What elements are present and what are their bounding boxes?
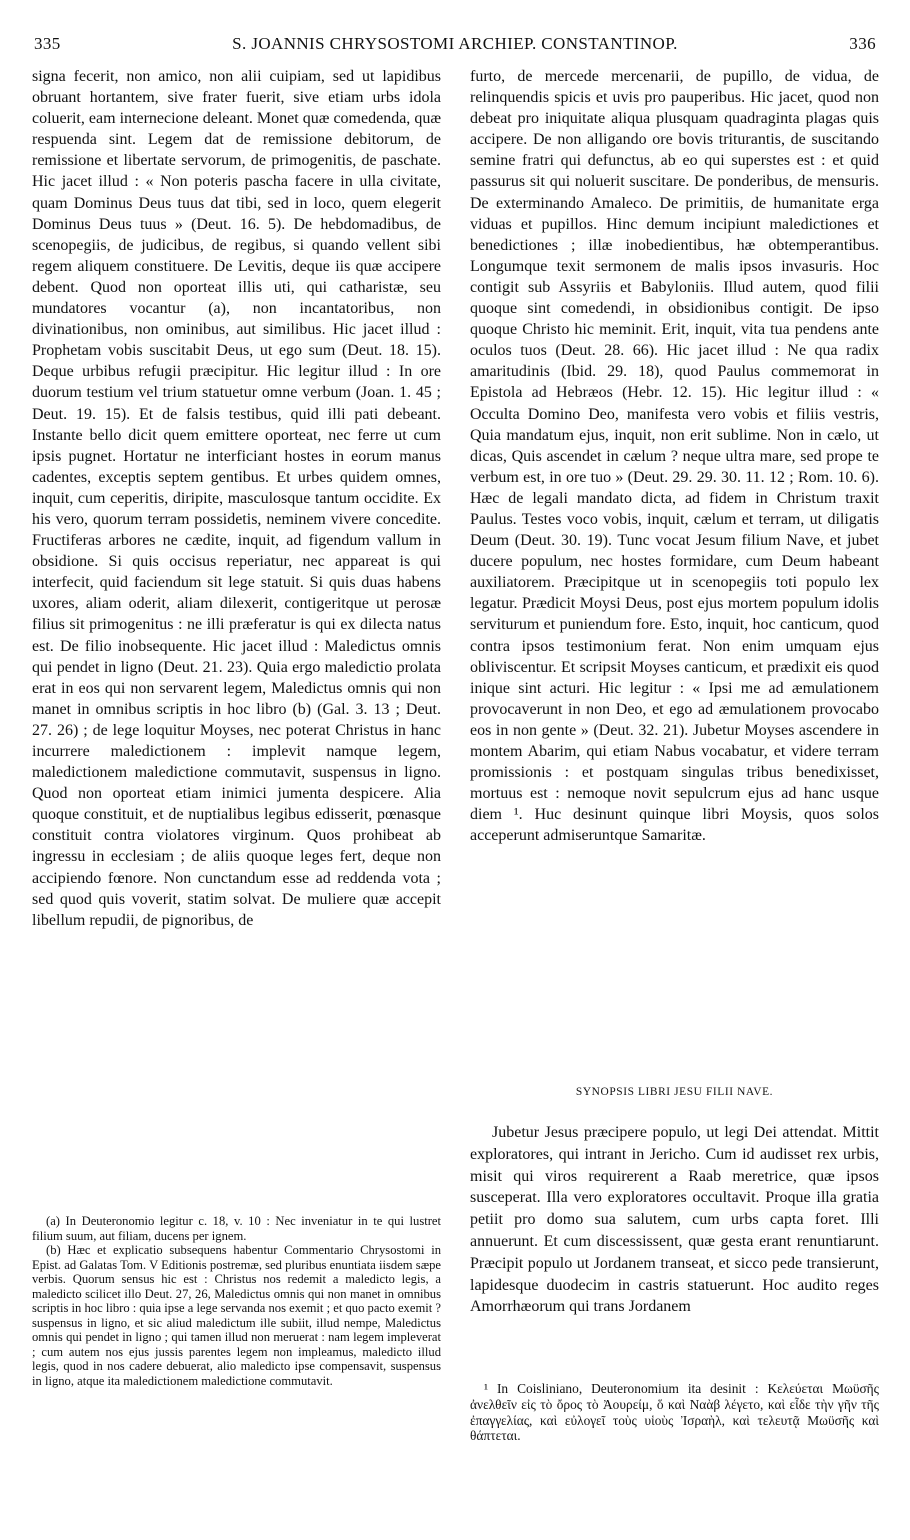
- footnote-1: ¹ In Coisliniano, Deuteronomium ita desinit : Κελεύεται Μωϋσῆς ἀνελθεῖν εἰς τὸ ὄρος τὸ Ἀουρείμ, ὅ καὶ Ναὰβ λέγετο, καὶ εἶδε τὴν γῆν τῆς ἐπαγγελίας, καὶ εὐλογεῖ τοὺς υἱοὺς Ἰσραὴλ, καὶ τελευτᾷ Μωϋσῆς καὶ θάπτεται.: [470, 1381, 879, 1444]
- synopsis-body: [470, 1122, 879, 1318]
- left-footnotes: [32, 1214, 441, 1388]
- right-footnote: [470, 1381, 879, 1444]
- right-column-text: furto, de mercede mercenarii, de pupillo, de vidua, de relinquendis spicis et uvis pro pauperibus. Hic jacet, quod non debeat pro iniquitate aliqua plusquam quadraginta plagas quis accipere. De non alligando ore bovis triturantis, de suscitando semine fratri qui defunctus, ab eo qui superstes est : et quid passurus sit qui noluerit suscitare. De ponderibus, de mensuris. De exterminando Amaleco. De primitiis, de humanitate erga viduas et pupillos. Hinc demum incipiunt maledictiones et benedictiones ; illæ inobedientibus, hæ obtemperantibus. Longumque texit sermonem de malis ipsos invasuris. Hoc contigit sub Assyriis et Babyloniis. Illud autem, quod filii quoque sint comedendi, in obsidionibus contigit. De ipso quoque Christo hic meminit. Erit, inquit, vita tua pendens ante oculos tuos (Deut. 28. 66). Hic jacet illud : Ne qua radix amaritudinis (Ibid. 29. 18), quod Paulus commemorat in Epistola ad Hebræos (Hebr. 12. 15). Hic legitur illud : « Occulta Domino Deo, manifesta vero vobis et filiis vestris, Quia mandatum ejus, inquit, non erit sublime. Non in cælo, ut dicas, Quis ascendet in cælum ? neque ultra mare, sed prope te verbum est, in ore tuo » (Deut. 29. 29. 30. 11. 12 ; Rom. 10. 6). Hæc de legali mandato dicta, ad fidem in Christum traxit Paulus. Testes voco vobis, inquit, cælum et terram, ut diligatis Deum (Deut. 30. 19). Tunc vocat Jesum filium Nave, et jubet ducere populum, nec hostes formidare, cum Deum habeant auxiliatorem. Præcipitque ut in scenopegiis toti populo lex legatur. Prædicit Moysi Deus, post ejus mortem populum idolis serviturum et puniendum fore. Esto, inquit, hoc canticum, quod contra ipsos testimonium ferat. Non enim umquam ejus obliviscentur. Et scripsit Moyses canticum, et prædixit eis quod inique sint acturi. Hic legitur : « Ipsi me ad æmulationem provocaverunt in non Deo, et ego ad æmulationem provocabo eos in non gente » (Deut. 32. 21). Jubetur Moyses ascendere in montem Abarim, qui etiam Nabus vocabatur, et videre terram promissionis : et postquam singulas tribus benedixisset, mortuus est : nemoque novit sepulcrum ejus ad hanc usque diem ¹. Huc desinunt quinque libri Moysis, quos solos acceperunt admiseruntque Samaritæ.: [470, 68, 879, 845]
- page-header: [34, 34, 876, 60]
- footnote-b: (b) Hæc et explicatio subsequens habentur Commentario Chrysostomi in Epist. ad Galatas Tom. V Editionis postremæ, sed pluribus enuntiata iisdem sæpe verbis. Quorum sensus hic est : Christus nos redemit a maledicto legis, a maledicto scilicet illo Deut. 27, 26, Maledictus omnis qui non manet in omnibus scriptis in hoc libro : quia ipse a lege servanda nos exemit ; et quo pacto exemit ? suspensus in ligno, et sic aliud maledictum ille subiit, illud nempe, Maledictus omnis qui pendet in ligno ; qui tamen illud non meruerat : nam legem impleverat ; cum autem nos ejus jussis parentes legem non impleamus, maledicto illud legis, quod in nos cadere debuerat, alio maledicto ipse compensavit, suspensus in ligno, atque ita maledictionem maledictione commutavit.: [32, 1243, 441, 1388]
- left-column: [32, 66, 441, 931]
- page-number-left: 335: [34, 34, 61, 53]
- footnote-a: (a) In Deuteronomio legitur c. 18, v. 10 : Nec inveniatur in te qui lustret filium suum, aut filiam, ducens per ignem.: [32, 1214, 441, 1243]
- synopsis-heading: SYNOPSIS LIBRI JESU FILII NAVE.: [575, 1086, 774, 1098]
- page-number-right: 336: [849, 34, 876, 53]
- running-title: S. JOANNIS CHRYSOSTOMI ARCHIEP. CONSTANTINOP.: [232, 34, 678, 53]
- synopsis-text: Jubetur Jesus præcipere populo, ut legi Dei attendat. Mittit exploratores, qui intrant in Jericho. Cum id audisset rex urbis, misit qui viros requirerent a Raab meretrice, quæ ipsos susceperat. Illa vero exploratores occultavit. Proque illa gratia petiit pro domo sua salutem, cum urbs capta foret. Illi annuerunt. Et cum discessissent, quæ gesta erant renuntiarunt. Præcipit populo ut Jordanem transeat, et sicco pede transierunt, lapidesque duodecim in castris statuerunt. Hoc audito reges Amorrhæorum qui trans Jordanem: [470, 1124, 879, 1316]
- right-column: [470, 66, 879, 846]
- left-column-text: signa fecerit, non amico, non alii cuipiam, sed ut lapidibus obruant hortantem, sive frater fuerit, sive etiam urbs idola coluerit, eam internecione deleant. Monet quæ comedenda, quæ respuenda sint. Legem dat de remissione debitorum, de remissione et libertate servorum, de primogenitis, de paschate. Hic jacet illud : « Non poteris pascha facere in ulla civitate, quam Dominus Deus tuus dat tibi, sed in loco, quem elegerit Dominus Deus tuus » (Deut. 16. 5). De hebdomadibus, de scenopegiis, de judicibus, de regibus, si quando vellent sibi regem aliquem constituere. De Levitis, deque iis quæ accipere debent. Quod non oporteat illis uti, qui catharistæ, seu mundatores vocantur (a), non incantatoribus, non divinationibus, non ominibus, aut similibus. Hic jacet illud : Prophetam vobis suscitabit Deus, ut ego sum (Deut. 18. 15). Deque urbibus refugii præcipitur. Hic legitur illud : In ore duorum testium vel trium statuetur omne verbum (Joan. 1. 45 ; Deut. 19. 15). Et de falsis testibus, quid illi pati debeant. Instante bello dicit quem emittere oporteat, nec ferre ut cum ipsis pugnet. Hortatur ne interficiant hostes in eorum manus cadentes, exceptis septem gentibus. Et urbes quidem omnes, inquit, cum ceperitis, diripite, masculosque tantum occidite. Ex his vero, quorum terram possidetis, neminem vivere concedite. Fructiferas arbores ne cædite, inquit, ad figendum vallum in obsidione. Si quis occisus reperiatur, nec appareat is qui interfecit, quid faciendum sit lege statuit. Si quis duas habens uxores, aliam oderit, aliam dilexerit, contigeritque ut perosæ filius sit primogenitus : ne illi præferatur is qui ex dilecta natus est. De filio inobsequente. Hic jacet illud : Maledictus omnis qui pendet in ligno (Deut. 21. 23). Quia ergo maledictio prolata erat in eos qui non servarent legem, Maledictus omnis qui non manet in omnibus scriptis in hoc libro (b) (Gal. 3. 13 ; Deut. 27. 26) ; de lege loquitur Moyses, nec poterat Christus in hanc incurrere maledictionem : implevit namque legem, maledictionem maledictione commutavit, suspensus in ligno. Quod non oporteat etiam inimici jumenta despicere. Alia quoque constituit, et de nuptialibus legibus edisserit, pœnasque constituit contra violatores virginum. Quos prohibeat ab ingressu in ecclesiam ; de aliis quoque leges fert, deque non accipiendo fœnore. Non cunctandum esse ad reddenda vota ; sed quod quis voverit, statim solvat. De muliere quæ accepit libellum repudii, de pignoribus, de: [32, 68, 441, 929]
